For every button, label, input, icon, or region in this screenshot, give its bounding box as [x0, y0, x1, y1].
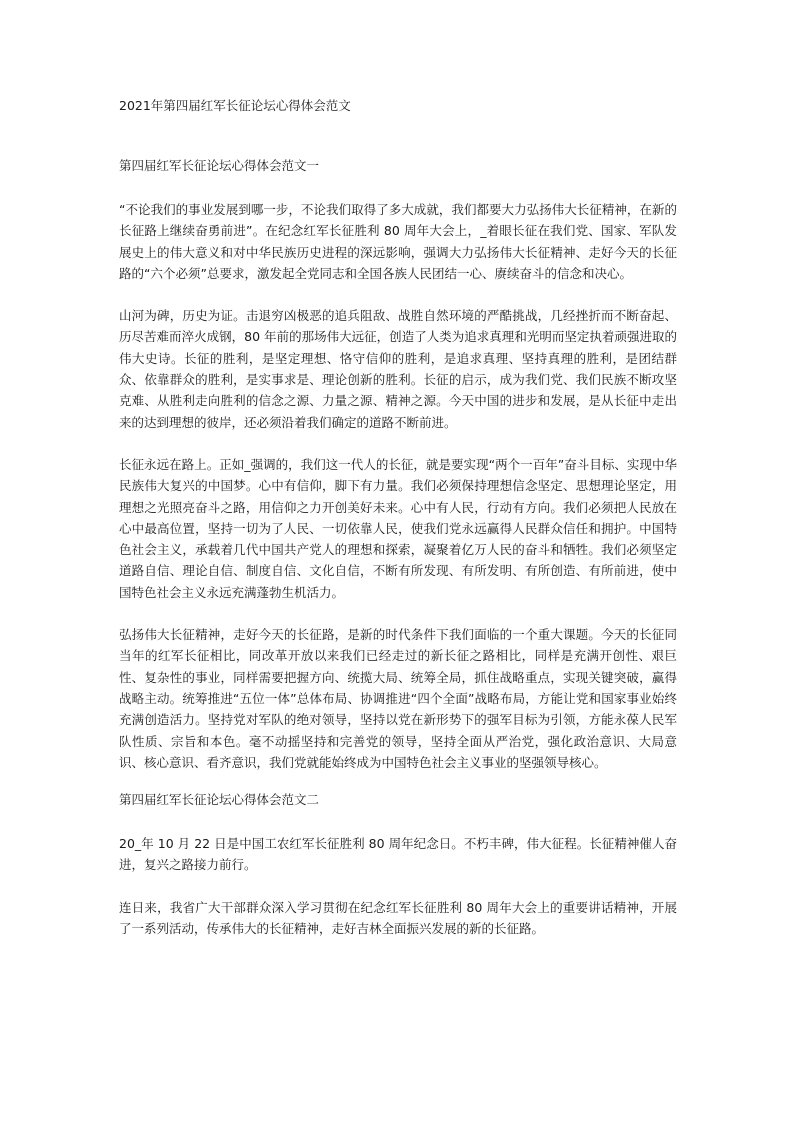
paragraph: 20_年 10 月 22 日是中国工农红军长征胜利 80 周年纪念日。不朽丰碑，伟大征程。长征精神催人奋进，复兴之路接力前行。: [119, 836, 677, 873]
section-heading-1: 第四届红军长征论坛心得体会范文一: [119, 158, 320, 173]
paragraph: 山河为碑，历史为证。击退穷凶极恶的追兵阻敌、战胜自然环境的严酷挑战，几经挫折而不断奋起、历尽苦难而淬火成钢，80 年前的那场伟大远征，创造了人类为追求真理和光明而坚定执着顽强进取的伟大史诗。长征的胜利，是坚定理想、恪守信仰的胜利，是追求真理、坚持真理的胜利，是团结群众、依靠群众的胜利，是实事求是、理论创新的胜利。长征的启示，成为我们党、我们民族不断攻坚克难、从胜利走向胜利的信念之源、力量之源、精神之源。今天中国的进步和发展，是从长征中走出来的达到理想的彼岸，还必须沿着我们确定的道路不断前进。: [119, 308, 677, 430]
paragraph: 长征永远在路上。正如_强调的，我们这一代人的长征，就是要实现“两个一百年”奋斗目标、实现中华民族伟大复兴的中国梦。心中有信仰，脚下有力量。我们必须保持理想信念坚定、思想理论坚定，用理想之光照亮奋斗之路，用信仰之力开创美好未来。心中有人民，行动有方向。我们必须把人民放在心中最高位置，坚持一切为了人民、一切依靠人民，使我们党永远赢得人民群众信任和拥护。中国特色社会主义，承载着几代中国共产党人的理想和探索，凝聚着亿万人民的奋斗和牺牲。我们必须坚定道路自信、理论自信、制度自信、文化自信，不断有所发现、有所发明、有所创造、有所前进，使中国特色社会主义永远充满蓬勃生机活力。: [119, 456, 677, 600]
paragraph: “不论我们的事业发展到哪一步，不论我们取得了多大成就，我们都要大力弘扬伟大长征精神，在新的长征路上继续奋勇前进”。在纪念红军长征胜利 80 周年大会上，_着眼长征在我们党、国家、军队发展史上的伟大意义和对中华民族历史进程的深远影响，强调大力弘扬伟大长征精神、走好今天的长征路的“六个必须”总要求，激发起全党同志和全国各族人民团结一心、赓续奋斗的信念和决心。: [119, 202, 677, 281]
document-body: [119, 96, 677, 939]
paragraph: 弘扬伟大长征精神，走好今天的长征路，是新的时代条件下我们面临的一个重大课题。今天的长征同当年的红军长征相比，同改革开放以来我们已经走过的新长征之路相比，同样是充满开创性、艰巨性、复杂性的事业，同样需要把握方向、统揽大局、统筹全局，抓住战略重点，实现关键突破，赢得战略主动。统筹推进“五位一体”总体布局、协调推进“四个全面”战略布局，方能让党和国家事业始终充满创造活力。坚持党对军队的绝对领导，坚持以党在新形势下的强军目标为引领，方能永葆人民军队性质、宗旨和本色。毫不动摇坚持和完善党的领导，坚持全面从严治党，强化政治意识、大局意识、核心意识、看齐意识，我们党就能始终成为中国特色社会主义事业的坚强领导核心。: [119, 627, 677, 770]
section-heading-2: 第四届红军长征论坛心得体会范文二: [119, 792, 320, 808]
document-title: 2021年第四届红军长征论坛心得体会范文: [119, 98, 351, 113]
paragraph: 连日来，我省广大干部群众深入学习贯彻在纪念红军长征胜利 80 周年大会上的重要讲话精神，开展了一系列活动，传承伟大的长征精神，走好吉林全面振兴发展的新的长征路。: [119, 899, 677, 937]
